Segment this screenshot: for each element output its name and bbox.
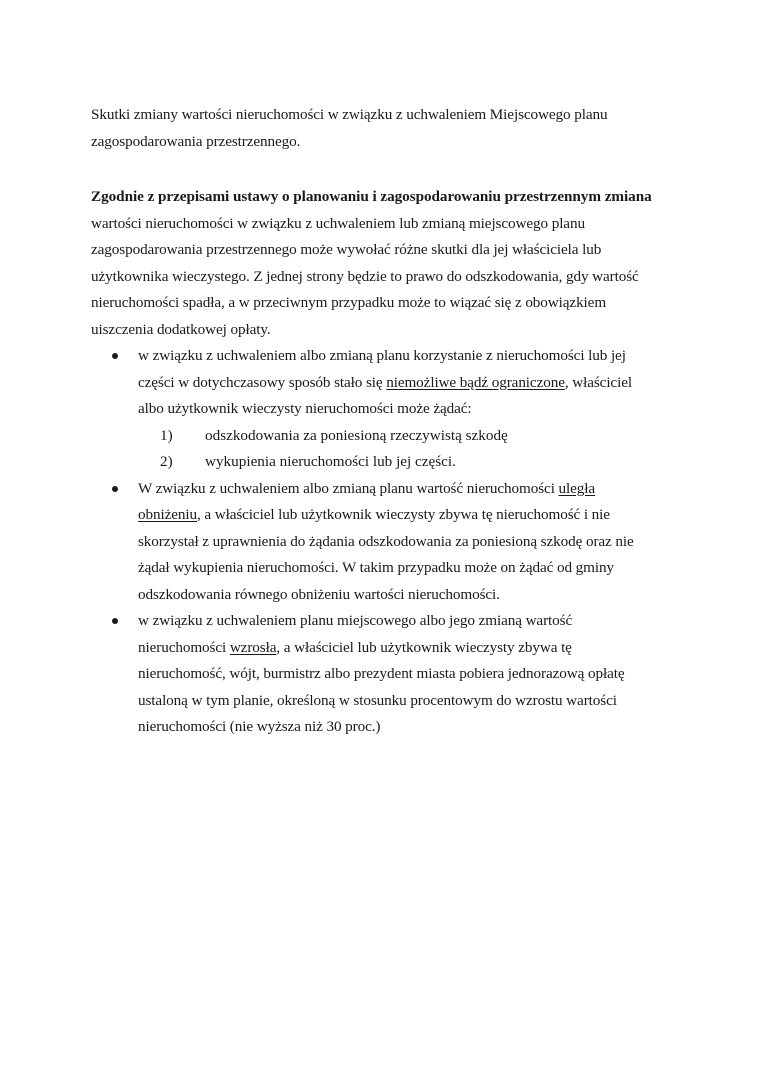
item-text: wykupienia nieruchomości lub jej części.	[205, 453, 456, 470]
item-number: 1)	[160, 426, 173, 444]
intro-line: zagospodarowania przestrzennego może wywołać różne skutki dla jej właściciela lub	[91, 241, 602, 258]
bullet-item	[91, 608, 671, 741]
text-run: części w dotychczasowy sposób stało się	[138, 373, 387, 391]
document-title	[91, 101, 671, 155]
intro-line: nieruchomości spadła, a w przeciwnym przypadku może to wiązać się z obowiązkiem	[91, 294, 607, 311]
bullet-line	[138, 635, 671, 662]
bullet-line: odszkodowania równego obniżeniu wartości nieruchomości.	[138, 585, 500, 603]
bullet-line: w związku z uchwaleniem planu miejscowego albo jego zmianą wartość	[138, 612, 573, 629]
numbered-sublist	[138, 423, 671, 476]
bullet-line: żądał wykupienia nieruchomości. W takim przypadku może on żądać od gminy	[138, 559, 614, 576]
text-run: nieruchomości	[138, 638, 230, 656]
bullet-line: nieruchomość, wójt, burmistrz albo prezydent miasta pobiera jednorazową opłatę	[138, 665, 625, 682]
document-page	[91, 101, 671, 741]
numbered-item	[138, 449, 671, 476]
bullet-dot-icon	[112, 486, 118, 492]
intro-line: Zgodnie z przepisami ustawy o planowaniu i zagospodarowaniu przestrzennym zmiana	[91, 188, 652, 205]
text-run: , a właściciel lub użytkownik wieczysty zbywa tę	[276, 638, 572, 656]
bullet-item	[91, 476, 671, 609]
underlined-text: uległa	[558, 479, 596, 497]
bullet-line: skorzystał z uprawnienia do żądania odszkodowania za poniesioną szkodę oraz nie	[138, 532, 634, 550]
item-number: 2)	[160, 453, 173, 470]
intro-line: uiszczenia dodatkowej opłaty.	[91, 320, 271, 338]
underlined-text: obniżeniu	[138, 506, 197, 523]
bullet-item	[91, 343, 671, 476]
text-run: , a właściciel lub użytkownik wieczysty zbywa tę nieruchomość i nie	[197, 506, 610, 523]
bullet-line	[138, 476, 671, 503]
intro-line: wartości nieruchomości w związku z uchwaleniem lub zmianą miejscowego planu	[91, 214, 585, 232]
bullet-line: nieruchomości (nie wyższa niż 30 proc.)	[138, 718, 381, 735]
bullet-line: ustaloną w tym planie, określoną w stosunku procentowym do wzrostu wartości	[138, 691, 617, 709]
bullet-list	[91, 343, 671, 741]
title-line: zagospodarowania przestrzennego.	[91, 133, 301, 150]
bullet-line: albo użytkownik wieczysty nieruchomości może żądać:	[138, 400, 472, 417]
bullet-line	[138, 502, 671, 529]
underlined-text: wzrosła	[229, 638, 277, 656]
bullet-line	[138, 370, 671, 397]
bullet-dot-icon	[112, 618, 118, 624]
underlined-text: niemożliwe bądź ograniczone	[386, 373, 565, 391]
title-line: Skutki zmiany wartości nieruchomości w związku z uchwaleniem Miejscowego planu	[91, 106, 608, 123]
text-run: , właściciel	[564, 373, 632, 391]
text-run: W związku z uchwaleniem albo zmianą planu wartość nieruchomości	[138, 479, 559, 497]
bullet-line: w związku z uchwaleniem albo zmianą planu korzystanie z nieruchomości lub jej	[138, 347, 626, 364]
bullet-dot-icon	[112, 353, 118, 359]
item-text: odszkodowania za poniesioną rzeczywistą szkodę	[205, 426, 508, 444]
intro-paragraph	[91, 184, 671, 343]
intro-line: użytkownika wieczystego. Z jednej strony będzie to prawo do odszkodowania, gdy wartość	[91, 267, 639, 285]
numbered-item	[138, 423, 671, 450]
